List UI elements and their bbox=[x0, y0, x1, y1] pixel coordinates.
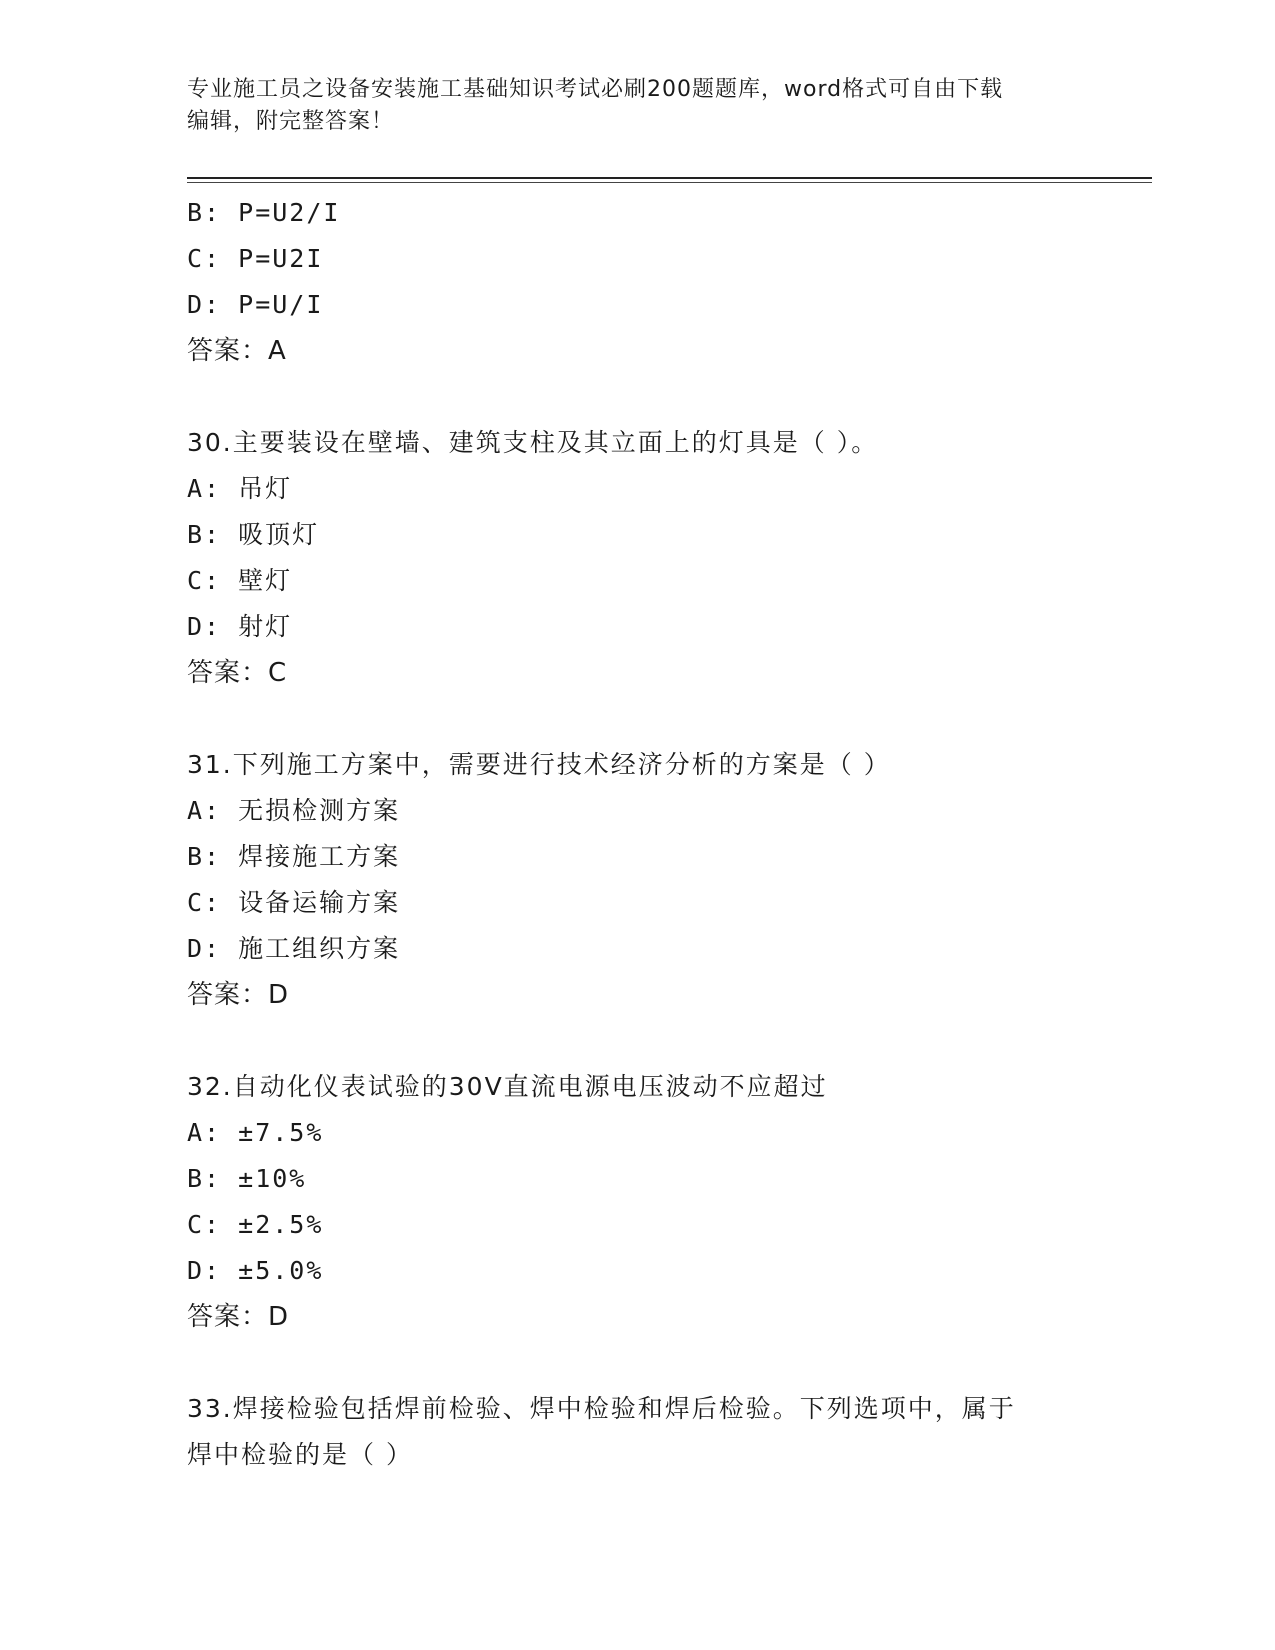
answer-text: 答案：C bbox=[187, 658, 288, 688]
question-29-continuation bbox=[187, 190, 1087, 374]
header-title-line-2: 编辑，附完整答案！ bbox=[187, 109, 395, 134]
answer-text: 答案：D bbox=[187, 980, 290, 1010]
spacer bbox=[187, 374, 1087, 420]
option-d: D: P=U/I bbox=[187, 290, 324, 319]
option-c: C: 设备运输方案 bbox=[187, 888, 401, 917]
option-b: B: P=U2/I bbox=[187, 198, 341, 227]
header-title-line-1: 专业施工员之设备安装施工基础知识考试必刷200题题库，word格式可自由下载 bbox=[187, 77, 1004, 102]
header-divider-thin bbox=[187, 182, 1152, 183]
question-text: 30.主要装设在壁墙、建筑支柱及其立面上的灯具是（ ）。 bbox=[187, 428, 879, 457]
option-c: C: ±2.5% bbox=[187, 1210, 324, 1239]
spacer bbox=[187, 1340, 1087, 1386]
option-b: B: 吸顶灯 bbox=[187, 520, 320, 549]
option-d: D: ±5.0% bbox=[187, 1256, 324, 1285]
question-30 bbox=[187, 420, 1087, 696]
question-text-line-2: 焊中检验的是（ ） bbox=[187, 1440, 413, 1469]
option-b: B: 焊接施工方案 bbox=[187, 842, 401, 871]
spacer bbox=[187, 696, 1087, 742]
option-a: A: 无损检测方案 bbox=[187, 796, 401, 825]
option-c: C: 壁灯 bbox=[187, 566, 293, 595]
question-31 bbox=[187, 742, 1087, 1018]
header-divider-thick bbox=[187, 177, 1152, 179]
question-text: 31.下列施工方案中，需要进行技术经济分析的方案是（ ） bbox=[187, 750, 891, 779]
option-b: B: ±10% bbox=[187, 1164, 307, 1193]
spacer bbox=[187, 1018, 1087, 1064]
question-32 bbox=[187, 1064, 1087, 1340]
document-header bbox=[187, 74, 1087, 138]
question-text: 32.自动化仪表试验的30V直流电源电压波动不应超过 bbox=[187, 1072, 828, 1101]
question-content bbox=[187, 190, 1087, 1478]
answer-text: 答案：D bbox=[187, 1302, 290, 1332]
option-d: D: 施工组织方案 bbox=[187, 934, 401, 963]
option-a: A: ±7.5% bbox=[187, 1118, 324, 1147]
question-33 bbox=[187, 1386, 1087, 1478]
option-d: D: 射灯 bbox=[187, 612, 293, 641]
option-c: C: P=U2I bbox=[187, 244, 324, 273]
option-a: A: 吊灯 bbox=[187, 474, 293, 503]
answer-text: 答案：A bbox=[187, 336, 287, 366]
question-text-line-1: 33.焊接检验包括焊前检验、焊中检验和焊后检验。下列选项中，属于 bbox=[187, 1394, 1016, 1423]
